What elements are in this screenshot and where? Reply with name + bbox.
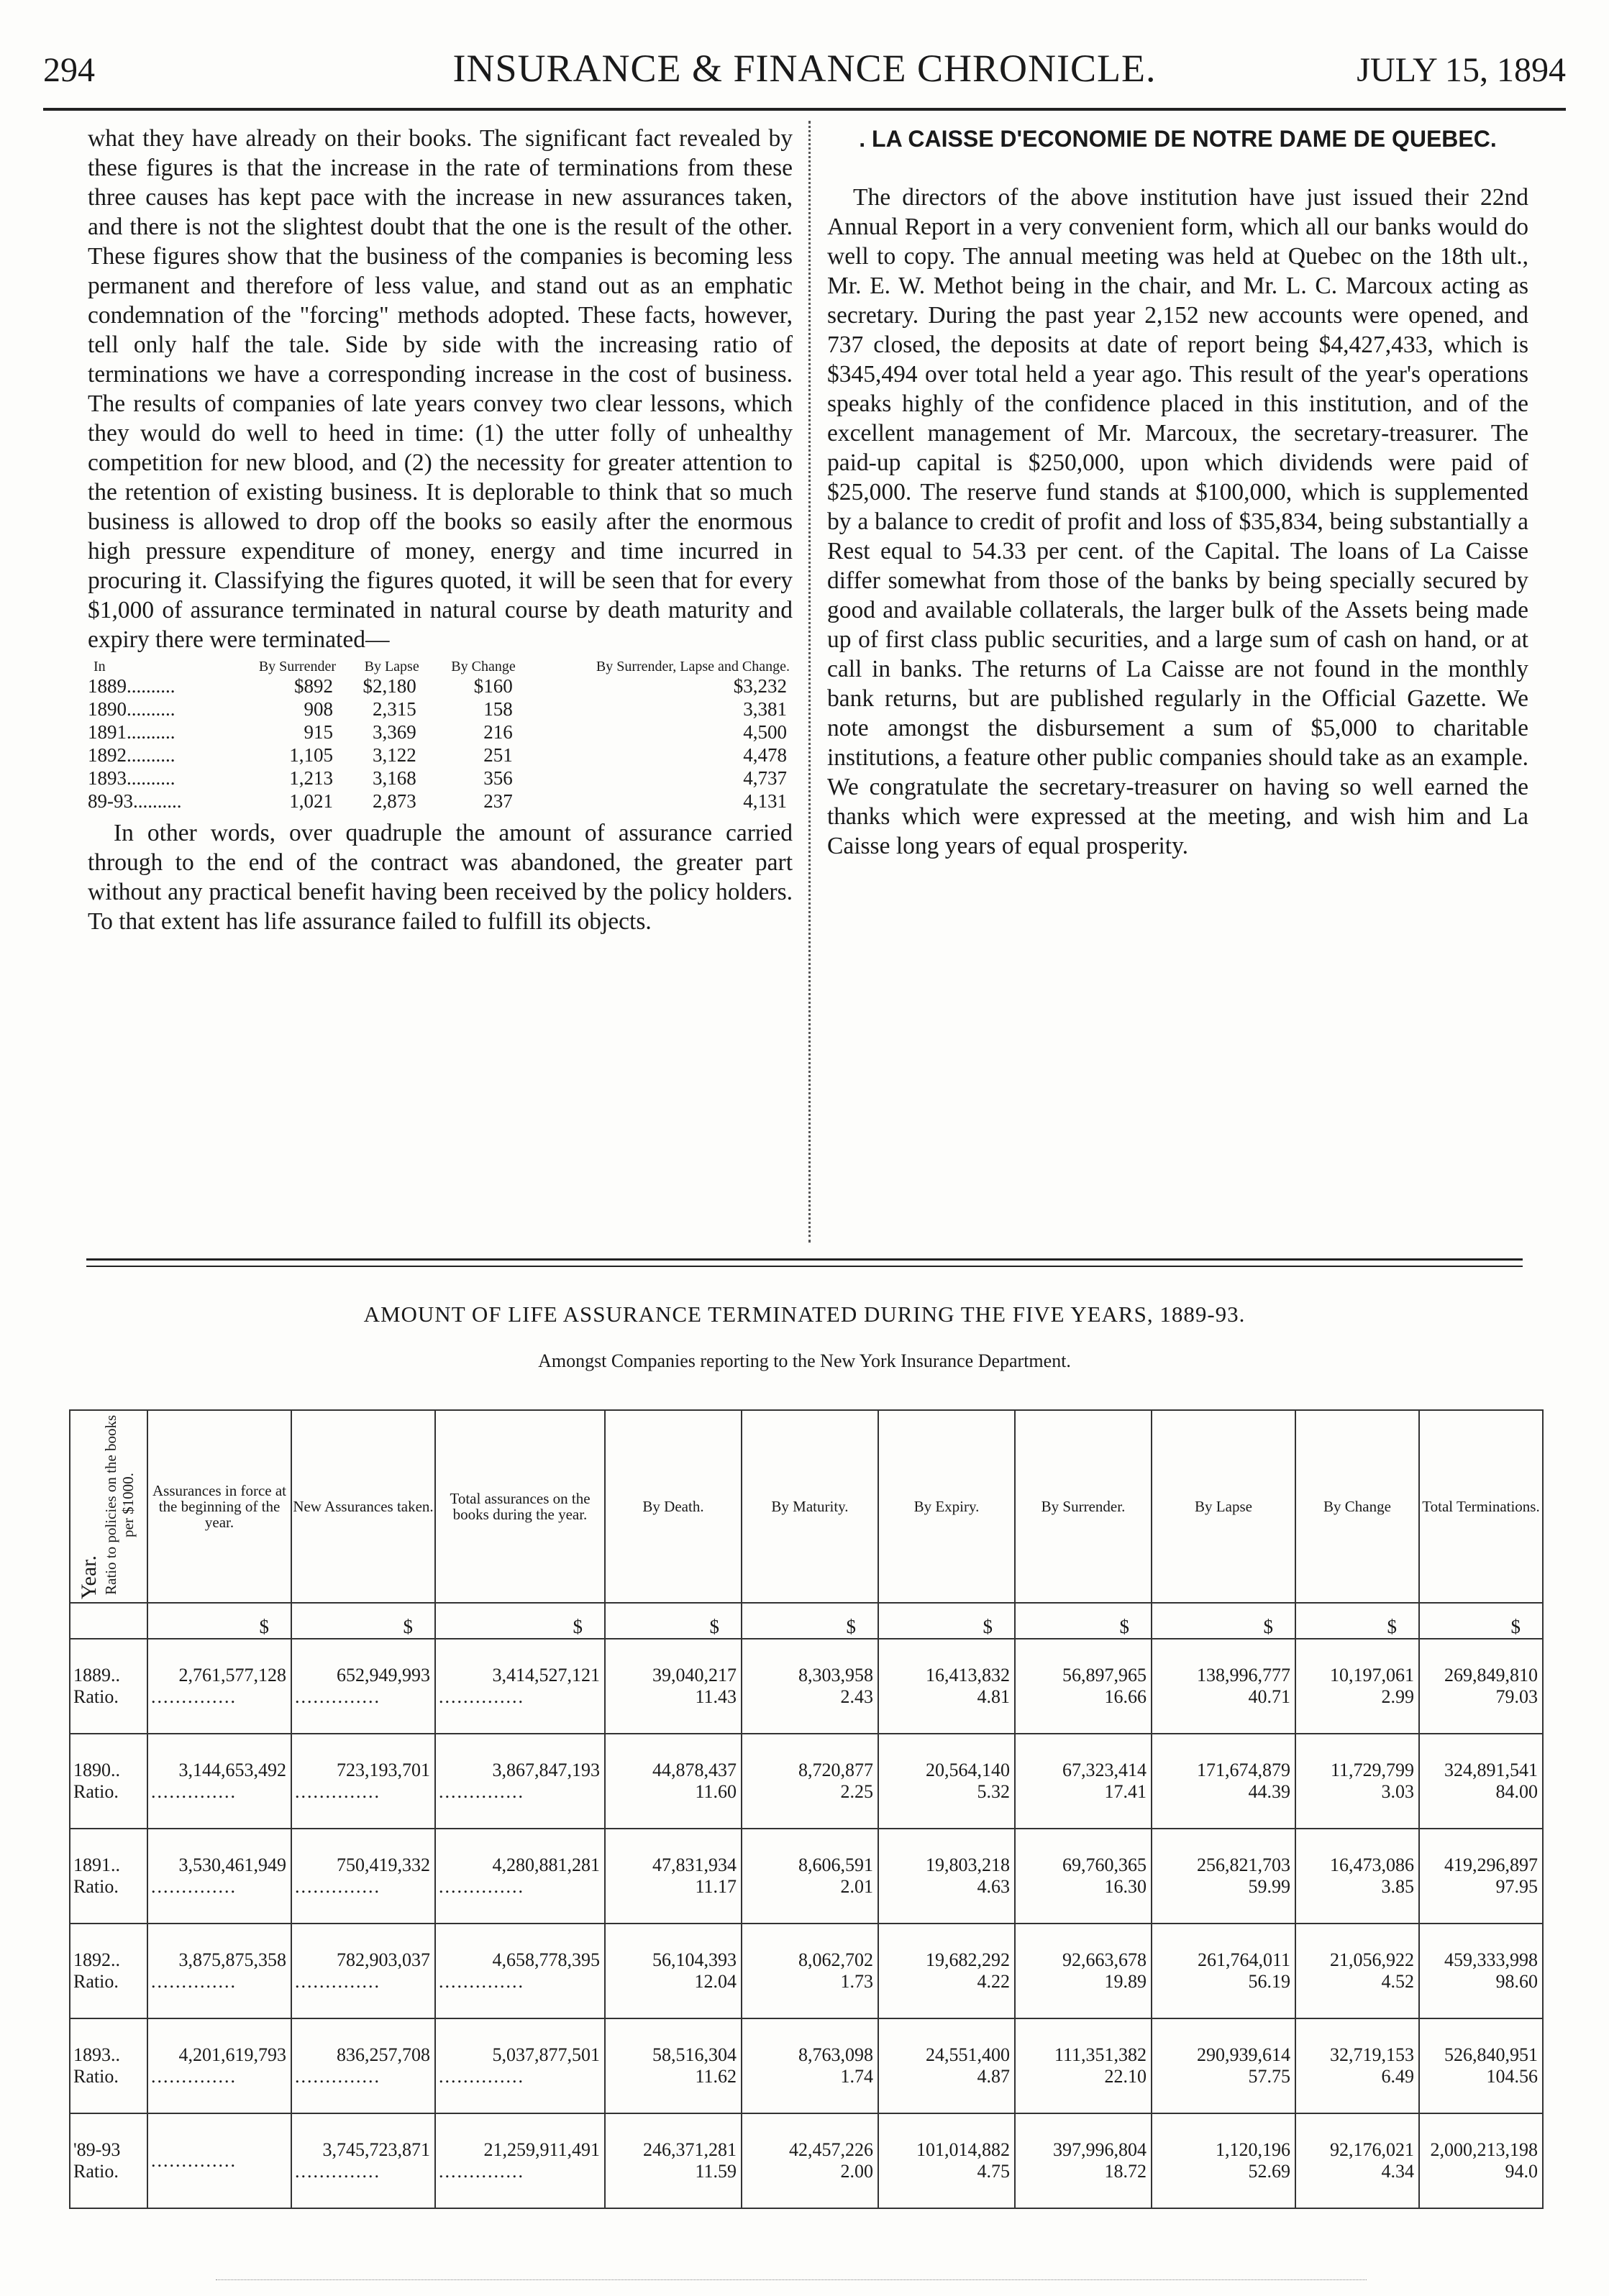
amount: 723,193,701 — [337, 1760, 430, 1780]
ratio-value: 79.03 — [1495, 1686, 1538, 1707]
year-label: 1891.. — [73, 1854, 120, 1875]
dollar-sign: $ — [742, 1603, 878, 1639]
table-cell: 1,213 — [289, 767, 334, 789]
value-cell — [1419, 2018, 1543, 2113]
amount: 21,259,911,491 — [483, 2139, 600, 2160]
ratio-value: 11.43 — [695, 1686, 737, 1707]
value-cell — [878, 2113, 1015, 2208]
ratio-value: 19.89 — [1104, 1971, 1147, 1992]
leader-dots: .............. — [439, 2161, 524, 2182]
amount: 8,303,958 — [798, 1665, 873, 1686]
value-cell — [291, 1924, 435, 2018]
year-cell — [70, 1639, 147, 1734]
value-cell — [742, 1924, 878, 2018]
table-cell: 1,021 — [289, 790, 334, 812]
leader-dots: .............. — [439, 1971, 524, 1992]
table-cell: 1893.......... — [88, 767, 176, 789]
dollar-sign: $ — [435, 1603, 605, 1639]
value-cell — [435, 1734, 605, 1829]
leader-dots: .............. — [439, 1686, 524, 1707]
year-label: 1892.. — [73, 1949, 120, 1970]
main-col-header: New Assurances taken. — [291, 1410, 435, 1603]
terminations-col-header: By Lapse — [364, 659, 419, 674]
amount: 2,000,213,198 — [1430, 2139, 1538, 2160]
terminations-per-1000-table — [88, 659, 793, 813]
table-cell: 1890.......... — [88, 698, 176, 720]
value-cell — [147, 1734, 291, 1829]
ratio-value: 56.19 — [1248, 1971, 1290, 1992]
terminations-table-header — [88, 659, 793, 674]
ratio-value: 1.73 — [840, 1971, 873, 1992]
value-cell — [147, 1639, 291, 1734]
amount: 39,040,217 — [652, 1665, 737, 1686]
amount: 44,878,437 — [652, 1760, 737, 1780]
table-row — [88, 767, 793, 790]
amount: 3,414,527,121 — [492, 1665, 600, 1686]
table-cell: 915 — [304, 721, 334, 743]
table-cell: 3,369 — [372, 721, 416, 743]
table-cell: $160 — [473, 675, 513, 697]
left-paragraph-1: what they have already on their books. The significant fact revealed by these figures is that the increase in the rate of terminations from these three causes has kept pace with the increase in new assurances taken, and there is not the slightest doubt that the one is the result of the other. These figures show that the business of the companies is becoming less permanent and therefore of less value, and stand out as an emphatic condemnation of the "forcing" methods adopted. These facts, however, tell only half the tale. Side by side with the increasing ratio of terminations we have a corresponding increase in the cost of business. The results of companies of late years convey two clear lessons, which they would do well to heed in time: (1) the utter folly of unhealthy competition for new blood, and (2) the necessity for greater attention to the retention of existing business. It is deplorable to think that so much business is allowed to drop off the books so easily after the enormous high pressure expenditure of money, energy and time incurred in procuring it. Classifying the figures quoted, it will be seen that for every $1,000 of assurance terminated in natural course by death maturity and expiry there were terminated— — [88, 125, 793, 653]
page-number: 294 — [43, 51, 95, 89]
ratio-value: 94.0 — [1505, 2161, 1538, 2182]
table-cell: 216 — [483, 721, 513, 743]
ratio-label: Ratio. — [73, 1781, 119, 1802]
value-cell — [291, 1639, 435, 1734]
ratio-value: 3.85 — [1381, 1876, 1414, 1897]
amount: 3,530,461,949 — [178, 1854, 286, 1875]
table-cell — [70, 1603, 147, 1639]
value-cell — [1015, 1639, 1152, 1734]
amount: 92,663,678 — [1062, 1949, 1147, 1970]
ratio-value: 4.52 — [1381, 1971, 1414, 1992]
currency-row — [70, 1603, 1543, 1639]
main-col-header: Assurances in force at the beginning of the year. — [147, 1410, 291, 1603]
amount: 67,323,414 — [1062, 1760, 1147, 1780]
amount: 19,682,292 — [926, 1949, 1010, 1970]
table-subtitle: Amongst Companies reporting to the New York Insurance Department. — [538, 1350, 1071, 1371]
ratio-value: 5.32 — [977, 1781, 1010, 1802]
ratio-value: 104.56 — [1486, 2066, 1538, 2087]
main-col-header: By Maturity. — [742, 1410, 878, 1603]
ratio-value: 4.81 — [977, 1686, 1010, 1707]
amount: 4,280,881,281 — [492, 1854, 600, 1875]
value-cell — [435, 1829, 605, 1924]
ratio-value: 6.49 — [1381, 2066, 1414, 2087]
amount: 269,849,810 — [1444, 1665, 1538, 1686]
ratio-header: Ratio to policies on the books per $1000. — [101, 1414, 137, 1596]
ratio-value: 2.43 — [840, 1686, 873, 1707]
amount: 8,720,877 — [798, 1760, 873, 1780]
table-cell: 237 — [483, 790, 513, 812]
value-cell — [1152, 1924, 1295, 2018]
value-cell — [742, 1639, 878, 1734]
amount: 32,719,153 — [1330, 2044, 1414, 2065]
table-row — [70, 1734, 1543, 1829]
leader-dots: .............. — [151, 1971, 237, 1992]
value-cell — [605, 1734, 742, 1829]
leader-dots: .............. — [295, 1876, 380, 1897]
main-col-header: By Lapse — [1152, 1410, 1295, 1603]
section-rule — [86, 1266, 1523, 1267]
amount: 290,939,614 — [1197, 2044, 1290, 2065]
main-col-header: By Change — [1295, 1410, 1419, 1603]
table-row — [88, 674, 793, 698]
table-cell: 89-93.......... — [88, 790, 182, 812]
value-cell — [742, 2113, 878, 2208]
amount: 21,056,922 — [1330, 1949, 1414, 1970]
table-cell: 2,315 — [372, 698, 416, 720]
value-cell — [878, 1829, 1015, 1924]
year-cell — [70, 2018, 147, 2113]
table-cell: 1,105 — [289, 744, 334, 766]
ratio-value: 18.72 — [1104, 2161, 1147, 2182]
year-label: '89-93 — [73, 2139, 121, 2160]
ratio-value: 3.03 — [1381, 1781, 1414, 1802]
right-column — [827, 124, 1528, 861]
ratio-value: 22.10 — [1104, 2066, 1147, 2087]
amount: 101,014,882 — [916, 2139, 1010, 2160]
leader-dots: .............. — [151, 1686, 237, 1707]
ratio-value: 16.66 — [1104, 1686, 1147, 1707]
value-cell — [1419, 2113, 1543, 2208]
terminations-col-header: By Surrender, Lapse and Change. — [596, 659, 790, 674]
year-ratio-header — [70, 1410, 147, 1603]
ratio-value: 4.75 — [977, 2161, 1010, 2182]
dollar-sign: $ — [878, 1603, 1015, 1639]
terminations-table-body — [88, 674, 793, 813]
ratio-value: 57.75 — [1248, 2066, 1290, 2087]
value-cell — [435, 1924, 605, 2018]
amount: 3,745,723,871 — [322, 2139, 430, 2160]
ratio-value: 97.95 — [1495, 1876, 1538, 1897]
ratio-value: 1.74 — [840, 2066, 873, 2087]
main-col-header: Total assurances on the books during the year. — [435, 1410, 605, 1603]
leader-dots: .............. — [439, 2066, 524, 2087]
amount: 4,658,778,395 — [492, 1949, 600, 1970]
value-cell — [742, 1829, 878, 1924]
amount: 171,674,879 — [1197, 1760, 1290, 1780]
table-row — [88, 790, 793, 813]
value-cell — [605, 2018, 742, 2113]
table-cell: $892 — [294, 675, 334, 697]
ratio-value: 2.00 — [840, 2161, 873, 2182]
ratio-value: 11.62 — [695, 2066, 737, 2087]
value-cell — [1419, 1734, 1543, 1829]
table-cell: 251 — [483, 744, 513, 766]
table-cell: 2,873 — [372, 790, 416, 812]
amount: 69,760,365 — [1062, 1854, 1147, 1875]
amount: 750,419,332 — [337, 1854, 430, 1875]
table-row — [70, 1924, 1543, 2018]
value-cell — [147, 1829, 291, 1924]
value-cell — [1015, 2113, 1152, 2208]
amount: 256,821,703 — [1197, 1854, 1290, 1875]
section-rule — [86, 1258, 1523, 1261]
value-cell — [147, 2018, 291, 2113]
value-cell — [1152, 1829, 1295, 1924]
amount: 836,257,708 — [337, 2044, 430, 2065]
value-cell — [742, 1734, 878, 1829]
issue-date: JULY 15, 1894 — [1357, 51, 1566, 89]
value-cell — [1015, 1734, 1152, 1829]
amount: 16,413,832 — [926, 1665, 1010, 1686]
ratio-value: 59.99 — [1248, 1876, 1290, 1897]
value-cell — [291, 1829, 435, 1924]
amount: 459,333,998 — [1444, 1949, 1538, 1970]
leader-dots: .............. — [295, 1971, 380, 1992]
value-cell — [605, 2113, 742, 2208]
value-cell — [878, 1639, 1015, 1734]
amount: 8,606,591 — [798, 1854, 873, 1875]
dollar-sign: $ — [1152, 1603, 1295, 1639]
amount: 16,473,086 — [1330, 1854, 1414, 1875]
main-col-header: By Surrender. — [1015, 1410, 1152, 1603]
ratio-value: 52.69 — [1248, 2161, 1290, 2182]
dollar-sign: $ — [1419, 1603, 1543, 1639]
table-cell: 1889.......... — [88, 675, 176, 697]
ratio-label: Ratio. — [73, 2066, 119, 2087]
dollar-sign: $ — [291, 1603, 435, 1639]
table-cell: 1892.......... — [88, 744, 176, 766]
ratio-value: 2.01 — [840, 1876, 873, 1897]
value-cell — [147, 1924, 291, 2018]
leader-dots: .............. — [295, 1781, 380, 1802]
footer-rule — [216, 2279, 1367, 2280]
table-cell: 4,737 — [743, 767, 787, 789]
ratio-value: 11.17 — [695, 1876, 737, 1897]
table-row — [88, 744, 793, 767]
amount: 20,564,140 — [926, 1760, 1010, 1780]
ratio-value: 12.04 — [694, 1971, 737, 1992]
amount: 782,903,037 — [337, 1949, 430, 1970]
year-cell — [70, 2113, 147, 2208]
value-cell — [1419, 1924, 1543, 2018]
amount: 56,104,393 — [652, 1949, 737, 1970]
main-table-header — [70, 1410, 1543, 1603]
amount: 92,176,021 — [1330, 2139, 1414, 2160]
table-row — [70, 1639, 1543, 1734]
table-cell: 4,131 — [743, 790, 787, 812]
value-cell — [435, 2113, 605, 2208]
ratio-value: 84.00 — [1495, 1781, 1538, 1802]
ratio-value: 4.34 — [1381, 2161, 1414, 2182]
year-cell — [70, 1734, 147, 1829]
value-cell — [291, 1734, 435, 1829]
table-cell: 1891.......... — [88, 721, 176, 743]
left-paragraph-2: In other words, over quadruple the amount of assurance carried through to the end of the contract was abandoned, the greater part without any practical benefit having been received by the policy holders. To that extent has life assurance failed to fulfill its objects. — [88, 820, 793, 935]
amount: 10,197,061 — [1330, 1665, 1414, 1686]
amount: 1,120,196 — [1216, 2139, 1290, 2160]
main-table-body — [70, 1603, 1543, 2208]
value-cell — [435, 2018, 605, 2113]
dollar-sign: $ — [605, 1603, 742, 1639]
ratio-value: 4.22 — [977, 1971, 1010, 1992]
ratio-value: 16.30 — [1104, 1876, 1147, 1897]
year-header: Year. — [77, 1555, 101, 1599]
amount: 24,551,400 — [926, 2044, 1010, 2065]
terminations-col-header: By Surrender — [258, 659, 337, 674]
leader-dots: .............. — [151, 2150, 237, 2171]
value-cell — [291, 2018, 435, 2113]
amount: 5,037,877,501 — [492, 2044, 600, 2065]
table-cell: $3,232 — [733, 675, 787, 697]
year-cell — [70, 1829, 147, 1924]
main-col-header: By Death. — [605, 1410, 742, 1603]
article-body: The directors of the above institution have just issued their 22nd Annual Report in a very convenient form, which all our banks would do well to copy. The annual meeting was held at Quebec on the 18th ult., Mr. E. W. Methot being in the chair, and Mr. L. C. Marcoux acting as secretary. During the past year 2,152 new accounts were opened, and 737 closed, the deposits at date of report being $4,427,433, which is $345,494 over total held a year ago. This result of the year's operations speaks highly of the confidence placed in this institution, and of the excellent management of Mr. Marcoux, the secretary-treasurer. The paid-up capital is $250,000, upon which dividends were paid of $25,000. The reserve fund stands at $100,000, which is supplemented by a balance to credit of profit and loss of $35,834, being substantially a Rest equal to 54.33 per cent. of the Capital. The loans of La Caisse differ somewhat from those of the banks by being specially secured by good and available collaterals, the larger bulk of the Assets being made up of first class public securities, and a large sum of cash on hand, or at call in banks. The returns of La Caisse are not found in the monthly bank returns, but are published regularly in the Official Gazette. We note amongst the disbursement a sum of $5,000 to charitable institutions, a feature other public companies should take as an example. We congratulate the secretary-treasurer on having so well earned the thanks which were expressed at the meeting, and wish him and La Caisse long years of equal prosperity. — [827, 184, 1528, 859]
leader-dots: .............. — [151, 1876, 237, 1897]
ratio-value: 2.99 — [1381, 1686, 1414, 1707]
value-cell — [742, 2018, 878, 2113]
year-label: 1889.. — [73, 1665, 120, 1686]
amount: 111,351,382 — [1054, 2044, 1147, 2065]
amount: 8,763,098 — [798, 2044, 873, 2065]
amount: 3,867,847,193 — [492, 1760, 600, 1780]
table-cell: $2,180 — [363, 675, 416, 697]
value-cell — [1152, 1639, 1295, 1734]
value-cell — [1152, 1734, 1295, 1829]
table-row — [70, 2113, 1543, 2208]
value-cell — [1295, 1734, 1419, 1829]
value-cell — [605, 1924, 742, 2018]
year-label: 1890.. — [73, 1760, 120, 1780]
publication-title: INSURANCE & FINANCE CHRONICLE. — [452, 47, 1157, 90]
dollar-sign: $ — [1295, 1603, 1419, 1639]
amount: 3,875,875,358 — [178, 1949, 286, 1970]
dollar-sign: $ — [147, 1603, 291, 1639]
year-cell — [70, 1924, 147, 2018]
value-cell — [605, 1639, 742, 1734]
amount: 11,729,799 — [1330, 1760, 1414, 1780]
header-rule — [43, 108, 1566, 111]
life-assurance-terminated-table — [69, 1409, 1544, 2209]
amount: 3,144,653,492 — [178, 1760, 286, 1780]
value-cell — [1015, 1829, 1152, 1924]
value-cell — [1419, 1829, 1543, 1924]
amount: 246,371,281 — [643, 2139, 737, 2160]
leader-dots: .............. — [151, 1781, 237, 1802]
amount: 8,062,702 — [798, 1949, 873, 1970]
dollar-sign: $ — [1015, 1603, 1152, 1639]
value-cell — [435, 1639, 605, 1734]
amount: 261,764,011 — [1197, 1949, 1290, 1970]
amount: 19,803,218 — [926, 1854, 1010, 1875]
table-cell: 3,381 — [743, 698, 787, 720]
value-cell — [147, 2113, 291, 2208]
table-cell: 3,122 — [372, 744, 416, 766]
table-cell: 4,500 — [743, 721, 787, 743]
amount: 419,296,897 — [1444, 1854, 1538, 1875]
table-cell: 158 — [483, 698, 513, 720]
ratio-value: 11.60 — [695, 1781, 737, 1802]
table-cell: 356 — [483, 767, 513, 789]
table-cell: 3,168 — [372, 767, 416, 789]
value-cell — [1295, 1639, 1419, 1734]
table-row — [88, 698, 793, 721]
amount: 2,761,577,128 — [178, 1665, 286, 1686]
amount: 56,897,965 — [1062, 1665, 1147, 1686]
leader-dots: .............. — [295, 2161, 380, 2182]
leader-dots: .............. — [439, 1876, 524, 1897]
value-cell — [1015, 1924, 1152, 2018]
ratio-value: 11.59 — [695, 2161, 737, 2182]
amount: 138,996,777 — [1197, 1665, 1290, 1686]
table-cell: 908 — [304, 698, 334, 720]
value-cell — [1295, 1924, 1419, 2018]
year-label: 1893.. — [73, 2044, 120, 2065]
ratio-value: 44.39 — [1248, 1781, 1290, 1802]
amount: 324,891,541 — [1444, 1760, 1538, 1780]
value-cell — [1015, 2018, 1152, 2113]
amount: 42,457,226 — [789, 2139, 873, 2160]
ratio-label: Ratio. — [73, 2161, 119, 2182]
main-col-header: Total Terminations. — [1419, 1410, 1543, 1603]
table-row — [70, 2018, 1543, 2113]
column-divider — [808, 121, 811, 1243]
ratio-label: Ratio. — [73, 1971, 119, 1992]
leader-dots: .............. — [295, 1686, 380, 1707]
ratio-value: 17.41 — [1104, 1781, 1147, 1802]
ratio-label: Ratio. — [73, 1686, 119, 1707]
ratio-label: Ratio. — [73, 1876, 119, 1897]
table-cell: 4,478 — [743, 744, 787, 766]
amount: 397,996,804 — [1053, 2139, 1147, 2160]
value-cell — [1295, 2018, 1419, 2113]
amount: 4,201,619,793 — [178, 2044, 286, 2065]
value-cell — [1152, 2018, 1295, 2113]
leader-dots: .............. — [295, 2066, 380, 2087]
ratio-value: 4.63 — [977, 1876, 1010, 1897]
table-row — [70, 1829, 1543, 1924]
value-cell — [878, 1924, 1015, 2018]
value-cell — [878, 1734, 1015, 1829]
amount: 652,949,993 — [337, 1665, 430, 1686]
value-cell — [605, 1829, 742, 1924]
ratio-value: 2.25 — [840, 1781, 873, 1802]
amount: 47,831,934 — [652, 1854, 737, 1875]
leader-dots: .............. — [439, 1781, 524, 1802]
value-cell — [1295, 2113, 1419, 2208]
value-cell — [878, 2018, 1015, 2113]
ratio-value: 40.71 — [1248, 1686, 1290, 1707]
terminations-col-header: By Change — [451, 659, 516, 674]
value-cell — [1295, 1829, 1419, 1924]
value-cell — [1152, 2113, 1295, 2208]
amount: 58,516,304 — [652, 2044, 737, 2065]
leader-dots: .............. — [151, 2066, 237, 2087]
value-cell — [1419, 1639, 1543, 1734]
ratio-value: 98.60 — [1495, 1971, 1538, 1992]
table-row — [88, 721, 793, 744]
table-title: AMOUNT OF LIFE ASSURANCE TERMINATED DURING THE FIVE YEARS, 1889-93. — [363, 1302, 1246, 1327]
amount: 526,840,951 — [1444, 2044, 1538, 2065]
value-cell — [291, 2113, 435, 2208]
ratio-value: 4.87 — [977, 2066, 1010, 2087]
terminations-col-header: In — [94, 659, 106, 674]
left-column — [88, 124, 793, 936]
article-title: . LA CAISSE D'ECONOMIE DE NOTRE DAME DE QUEBEC. — [859, 126, 1497, 152]
main-col-header: By Expiry. — [878, 1410, 1015, 1603]
